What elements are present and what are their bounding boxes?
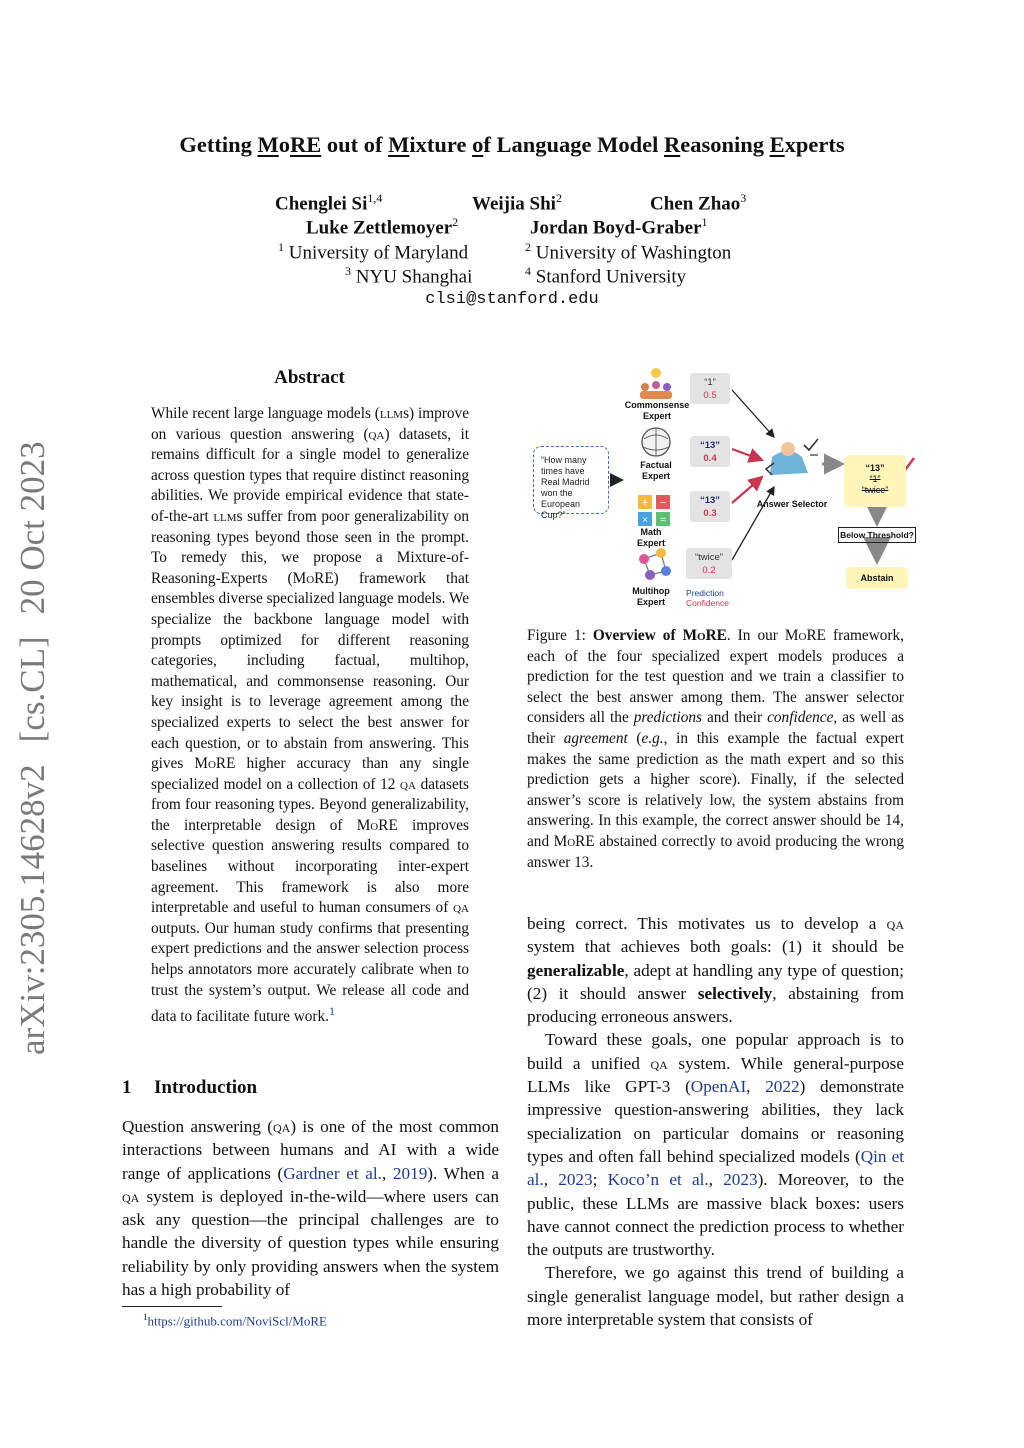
right-column	[527, 912, 904, 1331]
selector-icon	[766, 439, 818, 475]
abstain-box: Abstain	[846, 567, 908, 589]
prediction-box: “twice” 0.2	[686, 548, 732, 579]
selected-answers: “13” “1” “twice”	[844, 455, 906, 507]
arxiv-date: 20 Oct 2023	[13, 441, 52, 615]
author: Luke Zettlemoyer$^2$	[306, 215, 459, 239]
svg-text:−: −	[659, 497, 667, 509]
expert-label: Multihop Expert	[632, 586, 670, 607]
arxiv-stamp	[8, 435, 58, 1055]
arxiv-id: arXiv:2305.14628v2	[13, 764, 52, 1055]
author-email[interactable]: clsi@stanford.edu	[425, 290, 599, 309]
threshold-box: Below Threshold?	[838, 527, 916, 543]
author: Chenglei Si$^{1,4}$	[275, 191, 383, 215]
paragraph: Toward these goals, one popular approach is to build a unified qa system. While general-purpose LLMs like GPT-3 (OpenAI, 2022) demonstrate impressive question-answering abilities, they lack specialization on particular domains or reasoning types and often fall behind specialized models (Qin et al., 2023; Koco’n et al., 2023). Moreover, to the public, these LLMs are massive black boxes: users have cannot connect the prediction process to whether the outputs are trustworthy.	[527, 1030, 904, 1260]
svg-text:=: =	[660, 515, 666, 526]
section-heading: 1 Introduction	[122, 1077, 258, 1098]
abstract-body: While recent large language models (llms) improve on various question answering (qa) datasets, it remains difficult for a single model to generalize across question types that require distinct reasoning abilities. We provide empirical evidence that state-of-the-art llms suffer from poor generalizability on reasoning types beyond those seen in the prompt. To remedy this, we propose a Mixture-of-Reasoning-Experts (MoRE) framework that ensembles diverse specialized language models. We specialize the backbone language model with prompts optimized for different reasoning categories, including factual, multihop, mathematical, and commonsense reasoning. Our key insight is to leverage agreement among the specialized experts to select the best answer for each question, or to abstain from answering. This gives MoRE higher accuracy than any single specialized model on a collection of 12 qa datasets from four reasoning types. Beyond generalizability, the interpretable design of MoRE improves selective question answering results compared to baselines without incorporating inter-expert agreement. This framework is also more interpretable and useful to human consumers of qa outputs. Our human study confirms that presenting expert predictions and the answer selection process helps annotators more accurately calibrate when to trust the system’s output. We release all code and data to facilitate future work.$^1$	[151, 405, 469, 1026]
author: Weijia Shi$^2$	[472, 191, 562, 215]
affiliation: $^4$ Stanford University	[525, 264, 687, 288]
example-question: “How many times have Real Madrid won the European Cup?”	[533, 446, 609, 514]
footnote-link[interactable]: https://github.com/NoviScl/MoRE	[147, 1313, 327, 1329]
expert-label: Math Expert	[636, 527, 665, 548]
author: Jordan Boyd-Graber$^1$	[530, 215, 708, 239]
globe-icon	[642, 428, 670, 456]
paragraph: Therefore, we go against this trend of building a single generalist language model, but rather design a more interpretable system that consists of	[527, 1263, 904, 1330]
paragraph: being correct. This motivates us to develop a qa system that achieves both goals: (1) it should be generalizable, adept at handling any type of question; (2) it should answer selectively, abstaining from producing erroneous answers.	[527, 914, 904, 1027]
expert-label: Commonsense Expert	[624, 400, 690, 421]
intro-paragraph: Question answering (qa) is one of the most common interactions between humans and AI with a wide range of applications (Gardner et al., 2019). When a qa system is deployed in-the-wild—where users can ask any question—the principal challenges are to handle the diversity of question types while ensuring reliability by only providing answers when the system has a high probability of	[122, 1117, 499, 1300]
affiliation: $^2$ University of Washington	[525, 240, 732, 264]
answer-selector-label: Answer Selector	[756, 499, 828, 509]
prediction-box: “13” 0.3	[690, 491, 730, 522]
math-icon	[638, 495, 670, 526]
author: Chen Zhao$^3$	[650, 191, 747, 215]
footnote: $^1$https://github.com/NoviScl/MoRE	[143, 1312, 327, 1329]
commonsense-icon	[640, 368, 672, 399]
prediction-box: “1” 0.5	[690, 373, 730, 404]
figure-caption: Figure 1: Overview of MoRE. In our MoRE framework, each of the four specialized expert models produces a prediction for the test question and we train a classifier to select the best answer among them. The answer selector considers all the predictions and their confidence, as well as their agreement (e.g., in this example the factual expert makes the same prediction as the math expert and so this prediction gets a higher score). Finally, if the selected answer’s score is relatively low, the system abstains from answering. In this example, the correct answer should be 14, and MoRE abstained correctly to avoid producing the wrong answer 13.	[527, 627, 905, 871]
arxiv-category: [cs.CL]	[13, 636, 52, 743]
svg-text:+: +	[641, 497, 649, 509]
multihop-icon	[639, 548, 671, 580]
affiliation: $^3$ NYU Shanghai	[345, 264, 473, 288]
expert-label: Factual Expert	[640, 460, 672, 481]
legend-prediction: Prediction	[686, 588, 724, 598]
paper-title: Getting MoRE out of Mixture of Language Model Reasoning Experts	[179, 132, 845, 157]
prediction-box: “13” 0.4	[690, 436, 730, 467]
affiliation: $^1$ University of Maryland	[278, 240, 469, 264]
svg-text:×: ×	[642, 515, 648, 526]
legend-confidence: Confidence	[686, 598, 730, 608]
abstract-heading: Abstract	[274, 367, 345, 388]
footnote-rule	[122, 1306, 222, 1307]
figure-overview	[526, 365, 918, 615]
